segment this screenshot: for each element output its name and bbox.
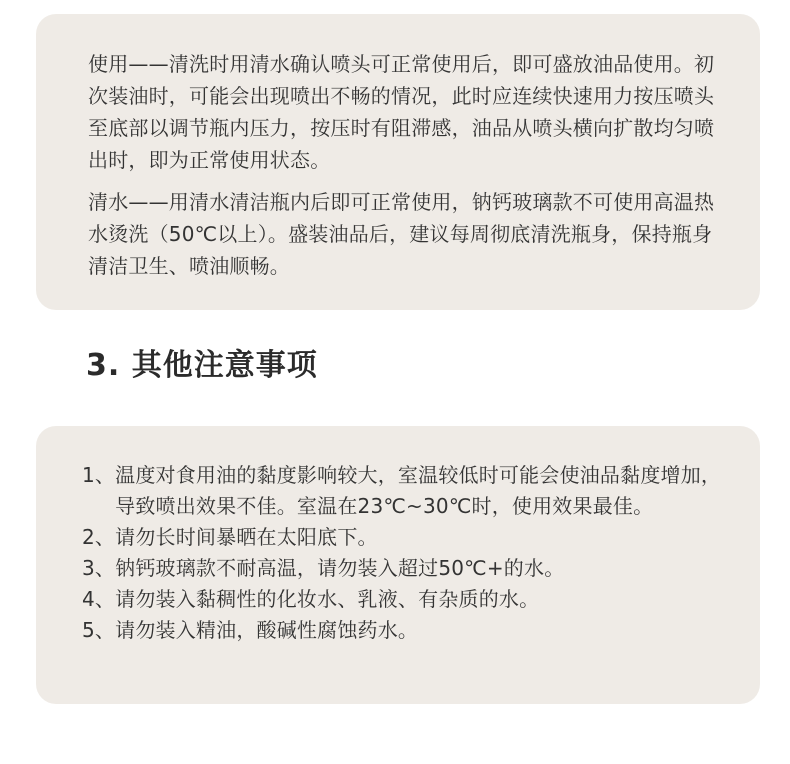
usage-paragraph: 使用——清洗时用清水确认喷头可正常使用后，即可盛放油品使用。初次装油时，可能会出现喷出不畅的情况，此时应连续快速用力按压喷头至底部以调节瓶内压力，按压时有阻滞感，油品从喷头横向扩散均匀喷出时，即为正常使用状态。 xyxy=(88,52,715,172)
note-number: 4、 xyxy=(82,587,116,611)
list-item xyxy=(82,553,730,584)
note-number: 3、 xyxy=(82,556,116,580)
note-number: 5、 xyxy=(82,618,116,642)
note-text: 钠钙玻璃款不耐高温，请勿装入超过50℃+的水。 xyxy=(115,556,565,580)
notes-list xyxy=(82,460,730,646)
list-item xyxy=(82,522,730,553)
usage-instructions-card xyxy=(36,14,760,310)
note-text: 温度对食用油的黏度影响较大，室温较低时可能会使油品黏度增加，导致喷出效果不佳。室温在23℃~30℃时，使用效果最佳。 xyxy=(115,463,722,518)
list-item xyxy=(82,584,730,615)
note-text: 请勿装入黏稠性的化妆水、乳液、有杂质的水。 xyxy=(115,587,540,611)
section-title: 3. 其他注意事项 xyxy=(86,348,318,383)
list-item xyxy=(82,615,730,646)
notes-card xyxy=(36,426,760,704)
list-item xyxy=(82,460,730,522)
cleaning-paragraph: 清水——用清水清洁瓶内后即可正常使用，钠钙玻璃款不可使用高温热水烫洗（50℃以上）。盛装油品后，建议每周彻底清洗瓶身，保持瓶身清洁卫生、喷油顺畅。 xyxy=(88,190,715,278)
note-text: 请勿装入精油，酸碱性腐蚀药水。 xyxy=(115,618,419,642)
note-number: 1、 xyxy=(82,463,116,487)
note-text: 请勿长时间暴晒在太阳底下。 xyxy=(115,525,378,549)
note-number: 2、 xyxy=(82,525,116,549)
